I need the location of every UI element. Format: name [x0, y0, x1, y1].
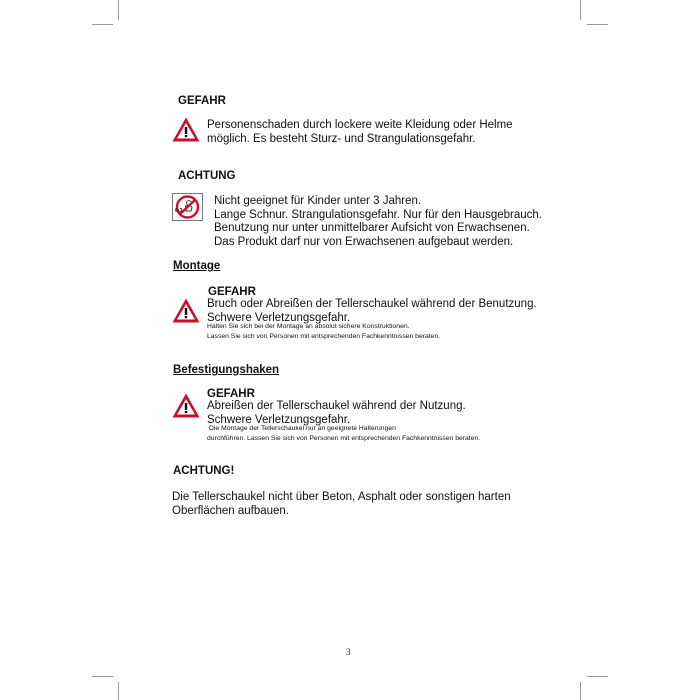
text-line: Die Tellerschaukel nicht über Beton, Asphalt oder sonstigen harten [172, 491, 511, 503]
befestigung-text [207, 400, 466, 427]
text-line: möglich. Es besteht Sturz- und Strangulationsgefahr. [207, 132, 476, 145]
crop-mark-bottom-right-v [580, 682, 581, 700]
text-line: Abreißen der Tellerschaukel während der Nutzung. [207, 400, 466, 412]
montage-small-text [207, 322, 440, 342]
achtung-heading: ACHTUNG [178, 170, 236, 182]
text-line: Nicht geeignet für Kinder unter 3 Jahren. [214, 195, 422, 207]
text-line: Schwere Verletzungsgefahr. [207, 311, 351, 324]
text-line: Halten Sie sich bei der Montage an absolut sichere Konstruktionen. [207, 323, 410, 330]
crop-mark-bottom-left-v [118, 682, 119, 700]
crop-mark-top-right-v [580, 0, 581, 20]
gefahr-heading-montage: GEFAHR [208, 286, 256, 298]
text-line: Bruch oder Abreißen der Tellerschaukel während der Benutzung. [207, 298, 537, 310]
montage-title: Montage [173, 260, 221, 272]
warning-triangle-icon [171, 116, 201, 143]
befestigungshaken-title: Befestigungshaken [173, 364, 280, 376]
achtung-final-heading: ACHTUNG! [173, 465, 235, 477]
crop-mark-top-right-h [587, 24, 608, 25]
gefahr-heading-1: GEFAHR [178, 95, 226, 107]
montage-text [207, 298, 537, 325]
text-line: Personenschaden durch lockere weite Kleidung oder Helme [207, 119, 513, 131]
crop-mark-top-left-h [92, 24, 113, 25]
crop-mark-bottom-left-h [92, 676, 113, 677]
page-number: 3 [346, 647, 351, 657]
final-text [172, 491, 511, 518]
text-line: Benutzung nur unter unmittelbarer Aufsicht von Erwachsenen. [214, 222, 530, 234]
text-line: Oberflächen aufbauen. [172, 504, 290, 517]
text-line: Die Montage der Tellerschaukel nur an geeignete Halterungen [209, 425, 396, 432]
no-children-under-3-icon [172, 193, 203, 221]
gefahr-heading-befestigung: GEFAHR [207, 388, 255, 400]
warning-triangle-icon [171, 392, 201, 419]
text-line: Lange Schnur. Strangulationsgefahr. Nur für den Hausgebrauch. [214, 208, 542, 221]
text-line: Schwere Verletzungsgefahr. [207, 413, 351, 426]
gefahr-text-1 [207, 119, 513, 146]
befestigung-small-text [207, 424, 480, 444]
warning-triangle-icon [171, 297, 201, 324]
age-label: 0-3 [175, 208, 183, 214]
crop-mark-top-left-v [118, 0, 119, 20]
achtung-text [214, 195, 542, 249]
crop-mark-bottom-right-h [587, 676, 608, 677]
text-line: Das Produkt darf nur von Erwachsenen aufgebaut werden. [214, 235, 514, 248]
text-line: Lassen Sie sich von Personen mit entsprechenden Fachkenntnissen beraten. [207, 333, 441, 340]
text-line: durchführen. Lassen Sie sich von Personen mit entsprechenden Fachkenntnissen beraten. [207, 435, 481, 442]
